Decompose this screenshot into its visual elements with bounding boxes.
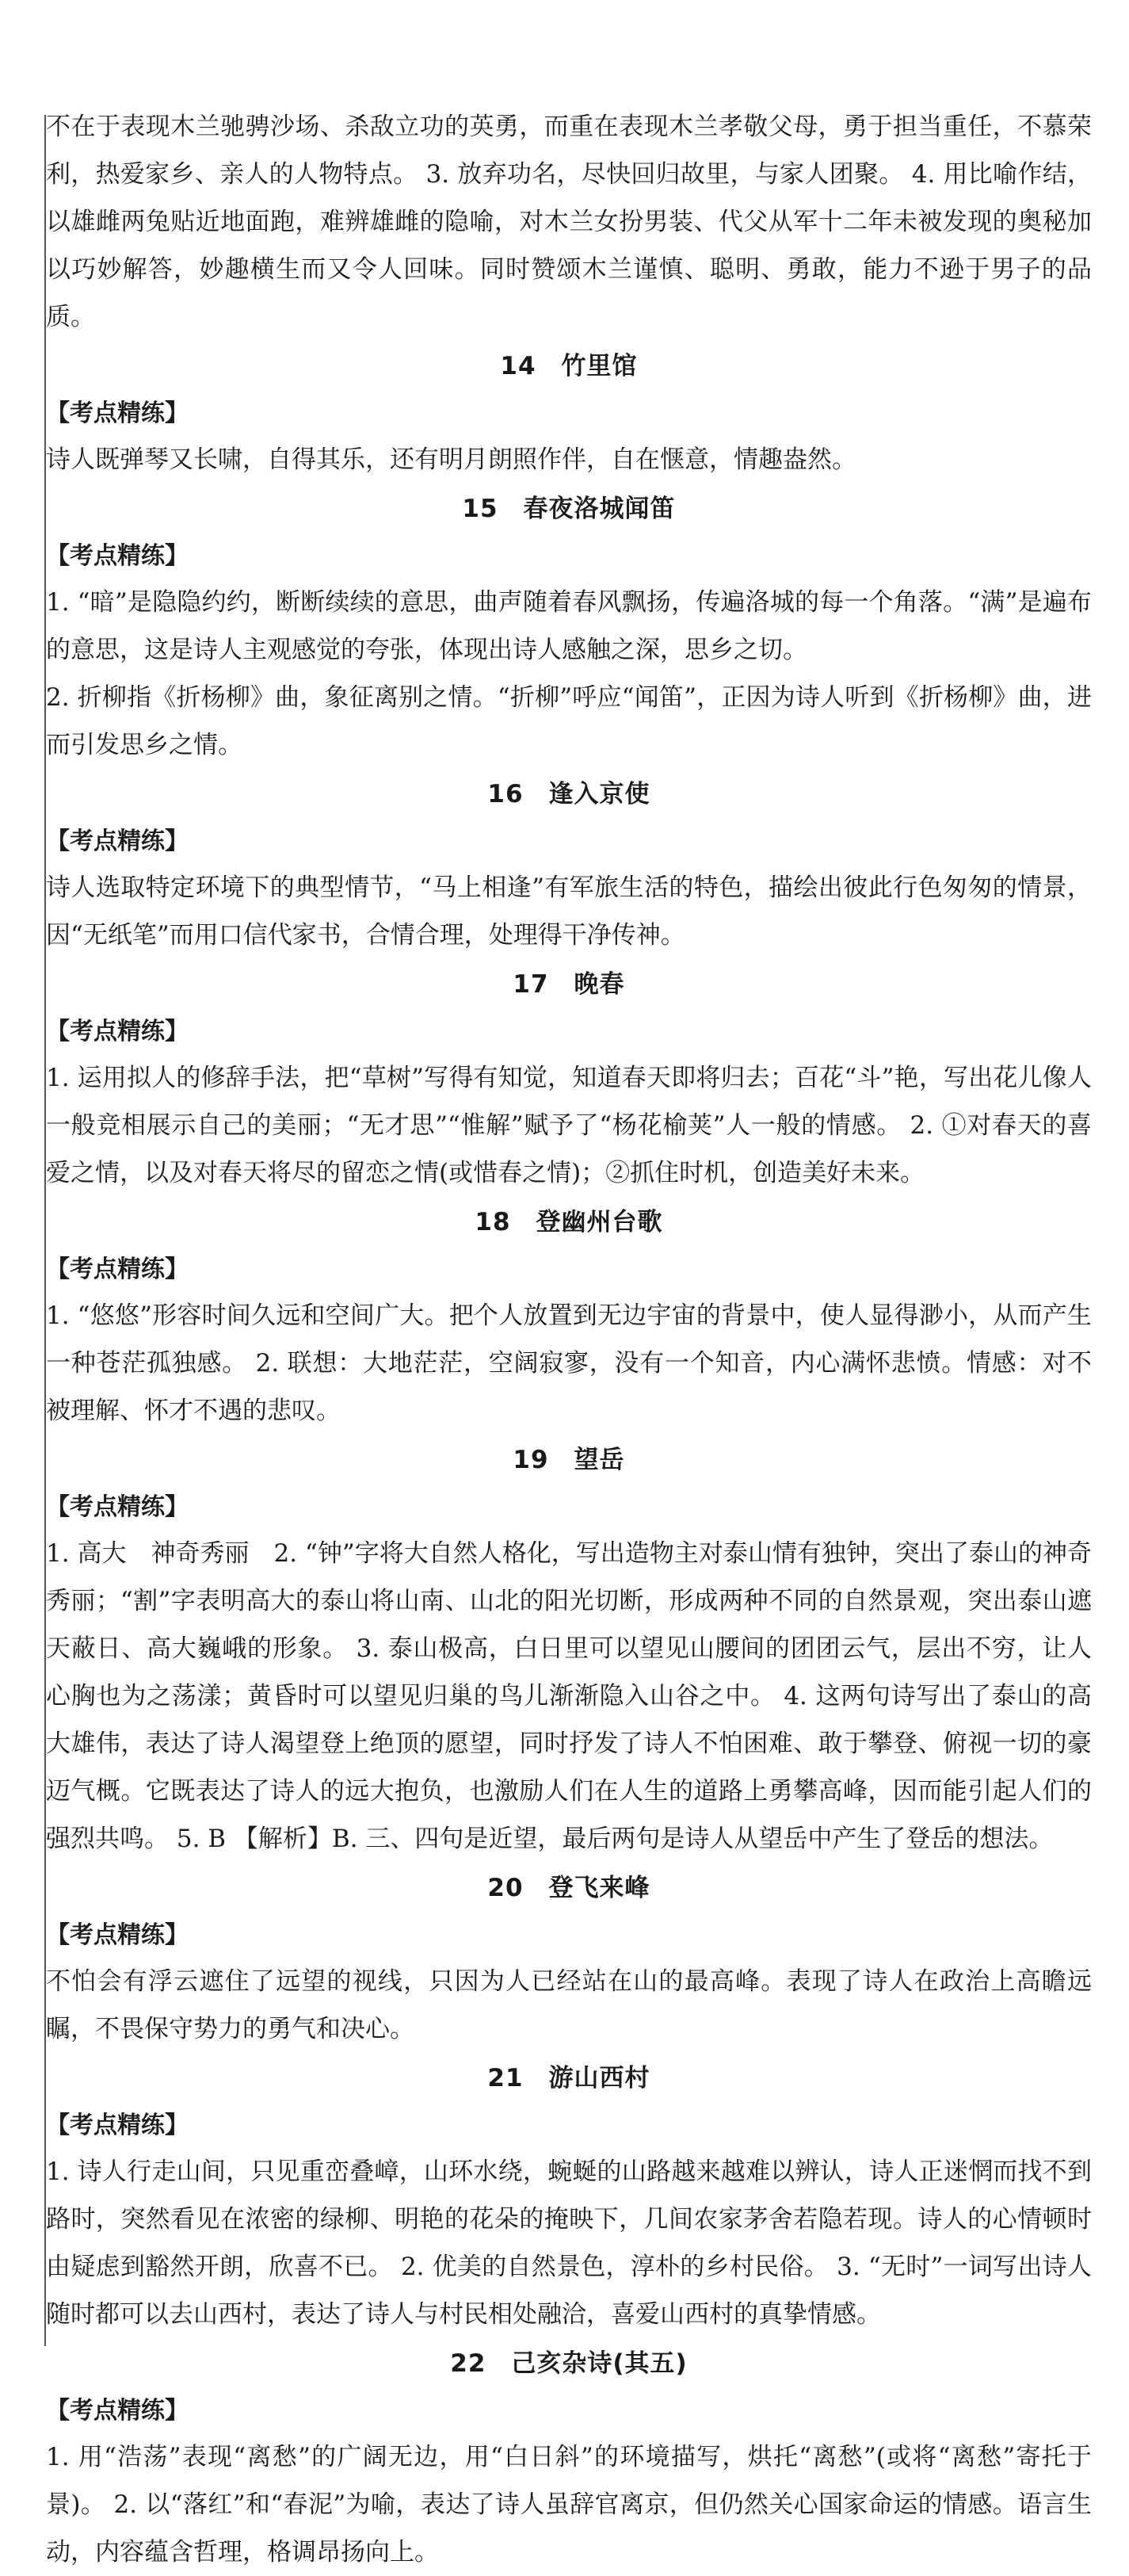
section-17	[46, 962, 1092, 1197]
section-16	[46, 772, 1092, 959]
section-title: 21 游山西村	[487, 2064, 650, 2093]
paragraph: 诗人选取特定环境下的典型情节，“马上相逢”有军旅生活的特色，描绘出彼此行色匆匆的情景，因“无纸笔”而用口信代家书，合情合理，处理得干净传神。	[46, 873, 1092, 950]
section-20	[46, 1866, 1092, 2053]
paragraph: 1. “暗”是隐隐约约，断断续续的意思，曲声随着春风飘扬，传遍洛城的每一个角落。“满”是遍布的意思，这是诗人主观感觉的夸张，体现出诗人感触之深，思乡之切。	[46, 588, 1092, 664]
section-15	[46, 487, 1092, 769]
section-title: 16 逢入京使	[487, 780, 650, 808]
section-title: 15 春夜洛城闻笛	[462, 495, 676, 523]
section-title: 22 己亥杂诗(其五)	[450, 2349, 688, 2378]
section-title: 14 竹里馆	[500, 352, 638, 380]
paragraph: 1. 高大 神奇秀丽 2. “钟”字将大自然人格化，写出造物主对泰山情有独钟，突出了泰山的神奇秀丽；“割”字表明高大的泰山将山南、山北的阳光切断，形成两种不同的自然景观，突出泰山遮天蔽日、高大巍峨的形象。 3. 泰山极高，白日里可以望见山腰间的团团云气，层出不穷，让人心胸也为之荡漾；黄昏时可以望见归巢的鸟儿渐渐隐入山谷之中。 4. 这两句诗写出了泰山的高大雄伟，表达了诗人渴望登上绝顶的愿望，同时抒发了诗人不怕困难、敢于攀登、俯视一切的豪迈气概。它既表达了诗人的远大抱负，也激励人们在人生的道路上勇攀高峰，因而能引起人们的强烈共鸣。 5. B 【解析】B. 三、四句是近望，最后两句是诗人从望岳中产生了登岳的想法。	[46, 1539, 1092, 1853]
section-21	[46, 2056, 1092, 2338]
paragraph: 1. 运用拟人的修辞手法，把“草树”写得有知觉，知道春天即将归去；百花“斗”艳，写出花儿像人一般竞相展示自己的美丽；“无才思”“惟解”赋予了“杨花榆荚”人一般的情感。 2. ①对春天的喜爱之情，以及对春天将尽的留恋之情(或惜春之情)；②抓住时机，创造美好未来。	[46, 1064, 1092, 1187]
section-title: 17 晚春	[513, 970, 625, 999]
section-tag: 【考点精练】	[46, 1493, 189, 1521]
section-18	[46, 1200, 1092, 1435]
section-title: 18 登幽州台歌	[475, 1208, 663, 1236]
paragraph: 不怕会有浮云遮住了远望的视线，只因为人已经站在山的最高峰。表现了诗人在政治上高瞻远瞩，不畏保守势力的勇气和决心。	[46, 1967, 1092, 2043]
section-tag: 【考点精练】	[46, 542, 189, 570]
paragraph: 诗人既弹琴又长啸，自得其乐，还有明月朗照作伴，自在惬意，情趣盎然。	[46, 445, 856, 474]
section-19	[46, 1438, 1092, 1863]
section-title: 20 登飞来峰	[487, 1874, 650, 1902]
paragraph: 1. 诗人行走山间，只见重峦叠嶂，山环水绕，蜿蜒的山路越来越难以辨认，诗人正迷惘而找不到路时，突然看见在浓密的绿柳、明艳的花朵的掩映下，几间农家茅舍若隐若现。诗人的心情顿时由疑虑到豁然开朗，欣喜不已。 2. 优美的自然景色，淳朴的乡村民俗。 3. “无时”一词写出诗人随时都可以去山西村，表达了诗人与村民相处融洽，喜爱山西村的真挚情感。	[46, 2157, 1092, 2329]
section-14	[46, 344, 1092, 483]
section-tag: 【考点精练】	[46, 399, 189, 427]
section-22	[46, 2341, 1092, 2576]
section-tag: 【考点精练】	[46, 2112, 189, 2139]
section-title: 19 望岳	[513, 1446, 625, 1474]
paragraph: 1. “悠悠”形容时间久远和空间广大。把个人放置到无边宇宙的背景中，使人显得渺小，从而产生一种苍茫孤独感。 2. 联想：大地茫茫，空阔寂寥，没有一个知音，内心满怀悲愤。情感：对不被理解、怀才不遇的悲叹。	[46, 1301, 1092, 1425]
section-13-continued	[46, 103, 1092, 341]
paragraph: 2. 折柳指《折杨柳》曲，象征离别之情。“折柳”呼应“闻笛”，正因为诗人听到《折杨柳》曲，进而引发思乡之情。	[46, 683, 1092, 759]
answer-page	[46, 103, 1092, 2576]
section-tag: 【考点精练】	[46, 1018, 189, 1045]
paragraph: 不在于表现木兰驰骋沙场、杀敌立功的英勇，而重在表现木兰孝敬父母，勇于担当重任，不慕荣利，热爱家乡、亲人的人物特点。 3. 放弃功名，尽快回归故里，与家人团聚。 4. 用比喻作结，以雄雌两兔贴近地面跑，难辨雄雌的隐喻，对木兰女扮男装、代父从军十二年未被发现的奥秘加以巧妙解答，妙趣横生而又令人回味。同时赞颂木兰谨慎、聪明、勇敢，能力不逊于男子的品质。	[46, 113, 1092, 331]
section-tag: 【考点精练】	[46, 1256, 189, 1283]
paragraph: 1. 用“浩荡”表现“离愁”的广阔无边，用“白日斜”的环境描写，烘托“离愁”(或将“离愁”寄托于景)。 2. 以“落红”和“春泥”为喻，表达了诗人虽辞官离京，但仍然关心国家命运的情感。语言生动，内容蕴含哲理，格调昂扬向上。	[46, 2443, 1092, 2566]
section-tag: 【考点精练】	[46, 1921, 189, 1949]
section-tag: 【考点精练】	[46, 827, 189, 855]
section-tag: 【考点精练】	[46, 2397, 189, 2425]
